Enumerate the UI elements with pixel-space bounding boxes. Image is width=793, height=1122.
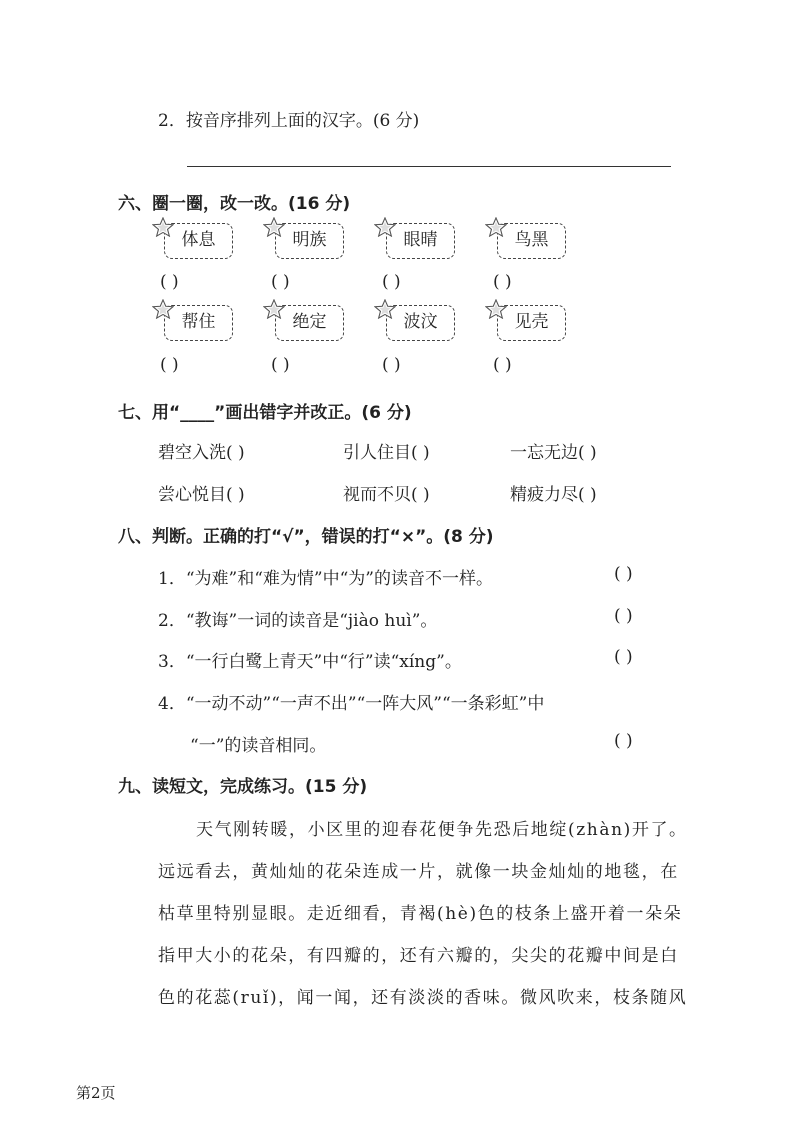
passage-line: 指甲大小的花朵，有四瓣的，还有六瓣的，尖尖的花瓣中间是白 <box>158 946 679 966</box>
answer-paren: ( ) <box>160 355 179 375</box>
word-box: 帮住 <box>164 305 233 341</box>
word-box: 眼晴 <box>386 223 455 259</box>
judge-item: 2．“教诲”一词的读音是“jiào huì”。 <box>158 611 438 631</box>
section-7-title: 七、用“____”画出错字并改正。(6 分) <box>118 403 412 423</box>
star-icon <box>485 217 507 237</box>
section-8-title: 八、判断。正确的打“√”，错误的打“×”。(8 分) <box>118 527 494 547</box>
typo-item: 一忘无边( ) <box>510 443 597 463</box>
star-icon <box>152 299 174 319</box>
star-icon <box>485 299 507 319</box>
judge-answer-paren: ( ) <box>614 564 633 584</box>
typo-item: 尝心悦目( ) <box>158 485 245 505</box>
typo-item: 视而不贝( ) <box>343 485 430 505</box>
judge-item-continued: “一”的读音相同。 <box>190 736 327 756</box>
section-9-title: 九、读短文，完成练习。(15 分) <box>118 777 368 797</box>
star-icon <box>374 217 396 237</box>
passage-line: 远远看去，黄灿灿的花朵连成一片，就像一块金灿灿的地毯，在 <box>158 862 679 882</box>
passage-line: 枯草里特别显眼。走近细看，青褐(hè)色的枝条上盛开着一朵朵 <box>158 904 683 924</box>
word-box: 见壳 <box>497 305 566 341</box>
star-icon <box>263 299 285 319</box>
question-2: 2．按音序排列上面的汉字。(6 分) <box>158 111 420 131</box>
word-box: 鸟黑 <box>497 223 566 259</box>
word-box: 绝定 <box>275 305 344 341</box>
word-box: 波汶 <box>386 305 455 341</box>
judge-answer-paren: ( ) <box>614 731 633 751</box>
answer-paren: ( ) <box>382 355 401 375</box>
judge-item: 4．“一动不动”“一声不出”“一阵大风”“一条彩虹”中 <box>158 694 545 714</box>
judge-answer-paren: ( ) <box>614 606 633 626</box>
passage-line: 天气刚转暖，小区里的迎春花便争先恐后地绽(zhàn)开了。 <box>196 820 688 840</box>
answer-paren: ( ) <box>160 272 179 292</box>
judge-item: 3．“一行白鹭上青天”中“行”读“xíng”。 <box>158 652 462 672</box>
answer-paren: ( ) <box>493 355 512 375</box>
answer-paren: ( ) <box>382 272 401 292</box>
star-icon <box>263 217 285 237</box>
page-number: 第2页 <box>76 1084 116 1102</box>
typo-item: 精疲力尽( ) <box>510 485 597 505</box>
answer-paren: ( ) <box>271 272 290 292</box>
judge-item: 1．“为难”和“难为情”中“为”的读音不一样。 <box>158 569 493 589</box>
passage-line: 色的花蕊(ruǐ)，闻一闻，还有淡淡的香味。微风吹来，枝条随风 <box>158 988 688 1008</box>
answer-paren: ( ) <box>271 355 290 375</box>
word-box: 体息 <box>164 223 233 259</box>
typo-item: 引人住目( ) <box>343 443 430 463</box>
star-icon <box>152 217 174 237</box>
judge-answer-paren: ( ) <box>614 647 633 667</box>
answer-paren: ( ) <box>493 272 512 292</box>
word-box: 明族 <box>275 223 344 259</box>
typo-item: 碧空入洗( ) <box>158 443 245 463</box>
answer-line <box>187 166 671 167</box>
section-6-title: 六、圈一圈，改一改。(16 分) <box>118 194 351 214</box>
star-icon <box>374 299 396 319</box>
